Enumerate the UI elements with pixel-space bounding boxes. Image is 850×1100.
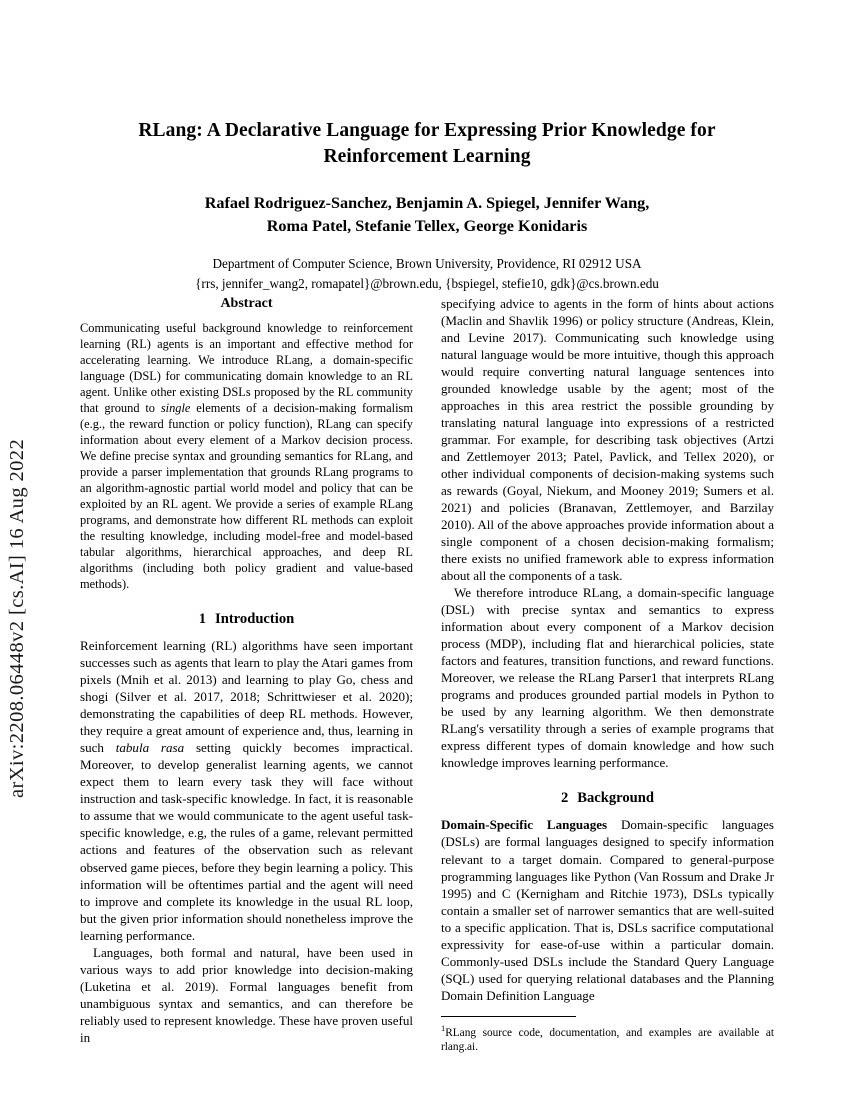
section-title: Introduction xyxy=(215,611,295,628)
paragraph: specifying advice to agents in the form of hints about actions (Maclin and Shavlik 1996) or policy structure (Andreas, Klein, and Levine 2017). Communicating such knowledge using natural language would be more intuitive, though this approach would require converting natural language sentences into grounded knowledge usable by the agent; most of the approaches in this area restrict the possible grounding by translating natural language into expressions of a restricted grammar. For example, for describing task objectives (Artzi and Zettlemoyer 2013; Patel, Pavlick, and Tellex 2020), or other individual components of decision-making systems such as rewards (Goyal, Niekum, and Mooney 2019; Sumers et al. 2021) and policies (Branavan, Zettlemoyer, and Barzilay 2010). All of the above approaches provide information about a single component of a chosen decision-making formalism; there exists no unified framework able to express information about all the components of a task. xyxy=(441,296,774,584)
author-line-1: Rafael Rodriguez-Sanchez, Benjamin A. Spiegel, Jennifer Wang, xyxy=(204,193,650,212)
body-columns xyxy=(80,295,774,1054)
paragraph: Languages, both formal and natural, have been used in various ways to add prior knowledge into decision-making (Luketina et al. 2019). Formal languages benefit from unambiguous syntax and semantics, and can therefore be reliably used to represent knowledge. These have proven useful in xyxy=(80,944,413,1045)
author-line-2: Roma Patel, Stefanie Tellex, George Konidaris xyxy=(266,216,588,235)
footnote-marker: 1 xyxy=(441,1022,446,1033)
abstract-text: Communicating useful background knowledge to reinforcement learning (RL) agents is an important and effective method for accelerating learning. We introduce RLang, a domain-specific language (DSL) for communicating domain knowledge to an RL agent. Unlike other existing DSLs proposed by the RL community that ground to single elements of a decision-making formalism (e.g., the reward function or policy function), RLang can specify information about every element of a Markov decision process. We define precise syntax and grounding semantics for RLang, and provide a parser implementation that grounds RLang programs to an algorithm-agnostic partial world model and policy that can be exploited by an RL agent. We provide a series of example RLang programs, and demonstrate how different RL methods can exploit the resulting knowledge, including model-free and model-based tabular algorithms, hierarchical approaches, and deep RL algorithms (including both policy gradient and value-based methods). xyxy=(80,321,413,592)
section-number: 2 xyxy=(560,790,569,807)
author-list xyxy=(80,192,774,238)
arxiv-stamp: arXiv:2208.06448v2 [cs.AI] 16 Aug 2022 xyxy=(6,438,28,798)
paragraph: Reinforcement learning (RL) algorithms have seen important successes such as agents that learn to play the Atari games from pixels (Mnih et al. 2013) and learning to play Go, chess and shogi (Silver et al. 2017, 2018; Schrittwieser et al. 2020); demonstrating the capabilities of deep RL methods. However, they require a great amount of experience and, thus, learning in such tabula rasa setting quickly becomes impractical. Moreover, to develop generalist learning agents, we cannot expect them to learn every task they will face without instruction and task-specific knowledge. In fact, it is reasonable to assume that we would communicate to the agent useful task-specific knowledge, e.g, the rules of a game, relevant permitted actions and features of the observation such as relevant observed game pieces, before they begin learning a policy. This information will be oftentimes partial and the agent will need to improve and complete its knowledge in the usual RL loop, but the given prior information should nonetheless improve the learning performance. xyxy=(80,638,413,943)
affiliation: Department of Computer Science, Brown University, Providence, RI 02912 USA xyxy=(212,255,642,271)
column-right xyxy=(441,295,774,1054)
footnote-divider xyxy=(441,1016,576,1017)
paragraph-text: Domain-specific languages (DSLs) are formal languages designed to specify information relevant to a target domain. Compared to general-purpose programming languages like Python (Van Rossum and Drake Jr 1995) and C (Kernigham and Ritchie 1973), DSLs typically contain a smaller set of narrower semantics that are well-suited to a specific application. That is, DSLs sacrifice computational expressivity for ease-of-use within a particular domain. Commonly-used DSLs include the Standard Query Language (SQL) used for querying relational databases and the Planning Domain Definition Language xyxy=(441,817,774,1003)
column-left xyxy=(80,295,413,1054)
footnote-text: RLang source code, documentation, and examples are available at rlang.ai. xyxy=(441,1026,774,1053)
runin-heading: Domain-Specific Languages xyxy=(441,817,608,833)
footnote xyxy=(441,1023,774,1054)
paragraph: We therefore introduce RLang, a domain-specific language (DSL) with precise syntax and semantics to express information about every component of a Markov decision process (MDP), including flat and hierarchical policies, state factors and features, transition functions, and reward functions. Moreover, we release the RLang Parser1 that interprets RLang programs and produces grounded partial models in Python to be used by any learning algorithm. We then demonstrate RLang's versatility through a series of example programs that express different types of domain knowledge and how such knowledge improves learning performance. xyxy=(441,585,774,771)
section-heading-background xyxy=(441,789,774,808)
section-number: 1 xyxy=(198,611,207,628)
paragraph-background xyxy=(441,816,774,1003)
affiliation-block xyxy=(80,254,774,294)
section-heading-introduction xyxy=(80,610,413,629)
paper-header xyxy=(80,118,774,294)
page-title: RLang: A Declarative Language for Expressing Prior Knowledge for Reinforcement Learning xyxy=(138,120,716,167)
abstract-heading: Abstract xyxy=(220,296,273,311)
emails: {rrs, jennifer_wang2, romapatel}@brown.edu, {bspiegel, stefie10, gdk}@cs.brown.edu xyxy=(195,276,659,292)
section-title: Background xyxy=(577,790,655,807)
